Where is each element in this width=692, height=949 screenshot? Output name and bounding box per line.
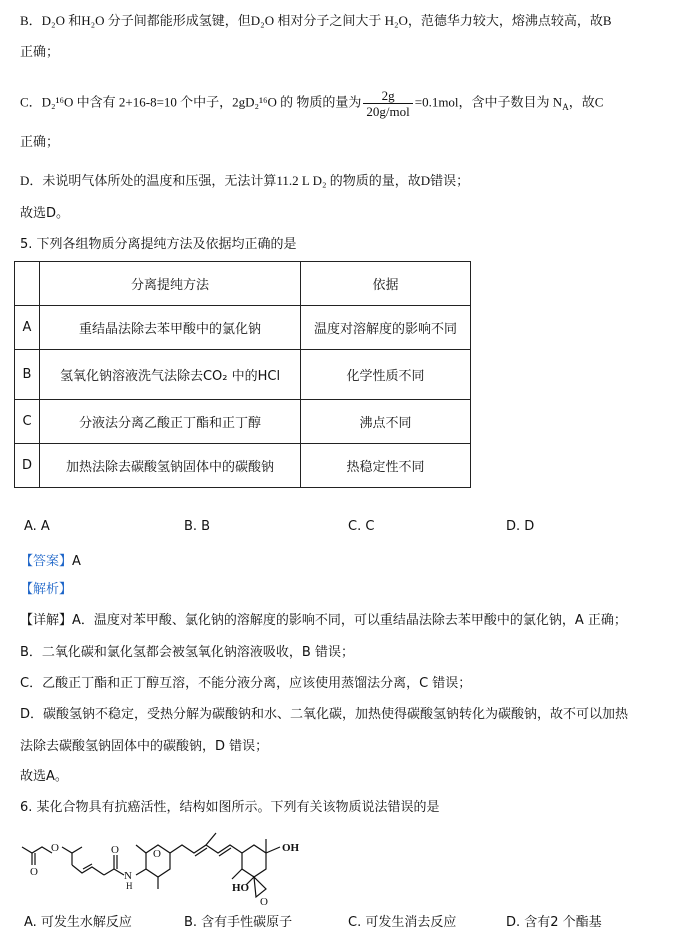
- fraction-denominator: 20g/mol: [366, 104, 410, 119]
- row-label: A: [15, 306, 40, 350]
- row-method: 重结晶法除去苯甲酸中的氯化钠: [40, 306, 301, 350]
- atom-h: H: [126, 881, 133, 891]
- table-row: [15, 306, 471, 350]
- q6-option-c: C. 可发生消去反应: [348, 915, 457, 930]
- option-d-explanation: D．未说明气体所处的温度和压强，无法计算11.2 L D₂ 的物质的量，故D错误；: [20, 173, 470, 188]
- q5-option-d: D. D: [506, 519, 535, 534]
- option-c-text-2: =0.1mol，含中子数目为 N: [414, 94, 563, 110]
- row-method: 加热法除去碳酸氢钠固体中的碳酸钠: [40, 444, 301, 488]
- atom-oh: OH: [282, 842, 300, 854]
- q5-option-c: C. C: [348, 519, 375, 534]
- separation-methods-table: [14, 261, 471, 488]
- row-label: B: [15, 350, 40, 400]
- atom-o-ring-1: O: [153, 848, 161, 860]
- atom-o-carbonyl-1: O: [30, 866, 38, 878]
- option-c-explanation: [20, 88, 603, 119]
- row-method: 氢氧化钠溶液洗气法除去CO₂ 中的HCl: [40, 350, 301, 400]
- q6-option-d: D. 含有2 个酯基: [506, 915, 602, 930]
- option-c-text-3: ，故C: [568, 94, 604, 110]
- answer-value: A: [72, 554, 81, 569]
- q6-option-b: B. 含有手性碳原子: [184, 915, 293, 930]
- atom-o-carbonyl-2: O: [111, 844, 119, 856]
- detail-d-line-2: 法除去碳酸氢钠固体中的碳酸钠，D 错误；: [20, 739, 269, 754]
- q5-option-a: A. A: [24, 519, 50, 534]
- option-b-explanation: B．D₂O 和H₂O 分子间都能形成氢键，但D₂O 相对分子之间大于 H₂O，范德华力较大，熔沸点较高，故B: [20, 13, 612, 28]
- atom-ho: HO: [232, 882, 250, 894]
- molar-fraction: [363, 88, 412, 119]
- question-5-stem: 5. 下列各组物质分离提纯方法及依据均正确的是: [20, 237, 297, 252]
- atom-o-ester: O: [51, 842, 59, 854]
- q5-option-b: B. B: [184, 519, 211, 534]
- detail-a-text: A．温度对苯甲酸、氯化钠的溶解度的影响不同，可以重结晶法除去苯甲酸中的氯化钠，A 正确；: [72, 613, 627, 628]
- row-basis: 沸点不同: [301, 400, 471, 444]
- row-label: C: [15, 400, 40, 444]
- option-c-conclusion: 正确；: [20, 135, 60, 150]
- row-method: 分液法分离乙酸正丁酯和正丁醇: [40, 400, 301, 444]
- detail-d-line-1: D．碳酸氢钠不稳定，受热分解为碳酸钠和水、二氧化碳，加热使得碳酸氢钠转化为碳酸钠，故不可以加热: [20, 707, 629, 722]
- table-header-blank: [15, 262, 40, 306]
- table-header-method: 分离提纯方法: [40, 262, 301, 306]
- question-6-stem: 6. 某化合物具有抗癌活性，结构如图所示。下列有关该物质说法错误的是: [20, 800, 440, 815]
- answer-tag: 【答案】: [20, 554, 73, 569]
- question-5-options: [20, 519, 680, 537]
- detail-a-line: [20, 612, 627, 630]
- table-row: [15, 350, 471, 400]
- analysis-line: [20, 581, 72, 599]
- answer-line: [20, 553, 81, 571]
- molecule-structure: [20, 825, 340, 907]
- choose-a-line: 故选A。: [20, 769, 68, 784]
- table-header-basis: 依据: [301, 262, 471, 306]
- avogadro-subscript: A: [562, 102, 569, 113]
- table-row: [15, 444, 471, 488]
- row-label: D: [15, 444, 40, 488]
- row-basis: 化学性质不同: [301, 350, 471, 400]
- q6-option-a: A. 可发生水解反应: [24, 915, 132, 930]
- row-basis: 热稳定性不同: [301, 444, 471, 488]
- row-basis: 温度对溶解度的影响不同: [301, 306, 471, 350]
- atom-n: N: [124, 870, 132, 882]
- table-header-row: [15, 262, 471, 306]
- detail-c-line: C．乙酸正丁酯和正丁醇互溶，不能分液分离，应该使用蒸馏法分离，C 错误；: [20, 676, 472, 691]
- detail-tag: 【详解】: [20, 613, 73, 628]
- detail-b-line: B．二氧化碳和氯化氢都会被氢氧化钠溶液吸收，B 错误；: [20, 645, 354, 660]
- option-b-conclusion: 正确；: [20, 45, 60, 60]
- analysis-tag: 【解析】: [20, 582, 73, 597]
- option-c-text-1: C．D₂¹⁶O 中含有 2+16-8=10 个中子，2gD₂¹⁶O 的 物质的量为: [20, 94, 362, 110]
- choose-d-line: 故选D。: [20, 206, 70, 221]
- atom-o-epoxide: O: [260, 896, 268, 907]
- fraction-numerator: 2g: [363, 88, 412, 104]
- question-6-options: [20, 911, 680, 929]
- table-row: [15, 400, 471, 444]
